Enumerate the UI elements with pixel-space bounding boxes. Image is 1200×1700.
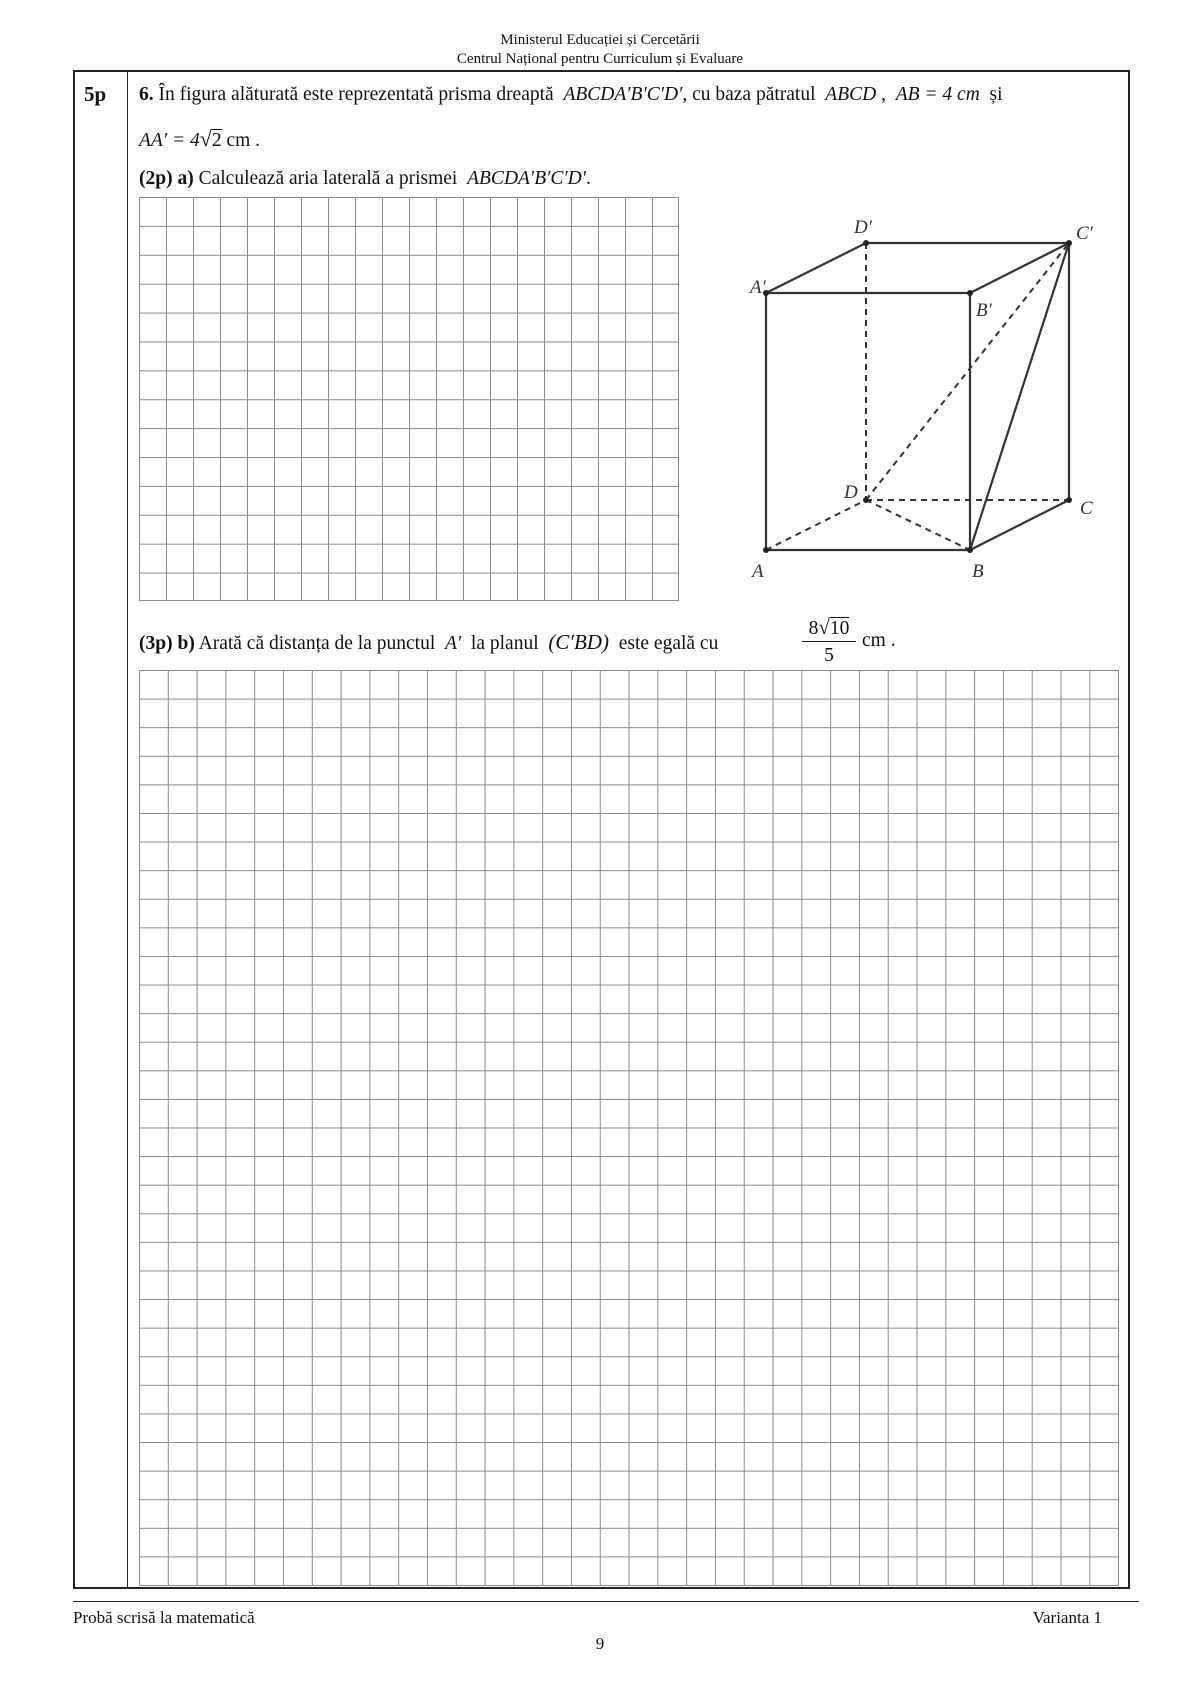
footer-rule	[73, 1601, 1139, 1602]
numerator-radicand: 10	[829, 618, 850, 639]
header-ministry: Ministerul Educației și Cercetării	[500, 32, 700, 48]
part-b-point: A′	[444, 633, 462, 654]
footer-left: Probă scrisă la matematică	[73, 1608, 255, 1627]
vertex-b	[967, 547, 973, 553]
problem-statement-line1: 6. În figura alăturată este reprezentată prisma dreaptă ABCDA′B′C′D′, cu baza pătratul ABCD , AB = 4 cm și	[139, 84, 1003, 105]
points-label: 5p	[84, 82, 107, 106]
edge-ad-hidden	[766, 500, 866, 550]
base-text: , cu baza pătratul	[682, 84, 816, 105]
footer-right: Varianta 1	[1032, 1608, 1102, 1627]
fraction-denominator: 5	[824, 645, 834, 666]
label-c: C	[1080, 498, 1093, 519]
part-a-letter: a)	[177, 168, 194, 189]
part-a-score: (2p)	[139, 168, 173, 189]
header-center: Centrul Național pentru Curriculum și Evaluare	[456, 51, 744, 67]
points-column-divider	[127, 70, 128, 1589]
part-b-text3: este egală cu	[618, 633, 719, 654]
label-b1: B′	[976, 300, 992, 321]
aa-lhs: AA′ = 4	[139, 130, 200, 151]
part-b-text1: Arată că distanța de la punctul	[198, 633, 436, 654]
part-b-plane: (C′BD)	[548, 630, 609, 654]
edge-a1d1	[766, 243, 866, 293]
base-name: ABCD	[825, 84, 877, 105]
part-b-score: (3p)	[139, 633, 173, 654]
label-d: D	[844, 482, 858, 503]
vertex-b1	[967, 290, 973, 296]
label-a: A	[752, 561, 764, 582]
vertex-c	[1066, 497, 1072, 503]
part-a-text: Calculează aria laterală a prismei	[198, 168, 458, 189]
page-number: 9	[595, 1634, 605, 1653]
segment-bc1	[970, 243, 1069, 550]
aa-radicand: 2	[211, 130, 222, 151]
segment-db-hidden	[866, 500, 970, 550]
label-a1: A′	[750, 277, 766, 298]
fraction-numerator: 8√10	[808, 615, 850, 639]
part-b-statement	[139, 630, 718, 655]
answer-grid-a[interactable]	[139, 197, 679, 601]
and-word: și	[989, 84, 1003, 105]
part-b-text2: la planul	[470, 633, 539, 654]
problem-statement-line2: AA′ = 4√2 cm .	[139, 126, 261, 151]
numerator-coef: 8	[808, 618, 819, 639]
vertex-a	[763, 547, 769, 553]
segment-dc1-hidden	[866, 243, 1069, 500]
vertex-c1	[1066, 240, 1072, 246]
ab-length: AB = 4 cm	[895, 84, 980, 105]
vertex-d	[863, 497, 869, 503]
problem-intro: În figura alăturată este reprezentată prisma dreaptă	[158, 84, 554, 105]
answer-grid-b[interactable]	[139, 670, 1119, 1586]
prism-figure	[730, 215, 1093, 590]
part-a-end: .	[586, 168, 591, 189]
label-d1: D′	[854, 217, 872, 238]
label-b: B	[972, 561, 984, 582]
part-a-prism: ABCDA′B′C′D′	[467, 168, 586, 189]
prism-name: ABCDA′B′C′D′	[563, 84, 683, 105]
fraction-bar	[802, 641, 856, 642]
part-b-letter: b)	[177, 633, 195, 654]
vertex-d1	[863, 240, 869, 246]
label-c1: C′	[1076, 223, 1093, 244]
aa-unit: cm .	[226, 130, 261, 151]
problem-number: 6.	[139, 84, 154, 105]
part-a-statement	[139, 168, 591, 190]
part-b-unit: cm .	[862, 630, 896, 651]
